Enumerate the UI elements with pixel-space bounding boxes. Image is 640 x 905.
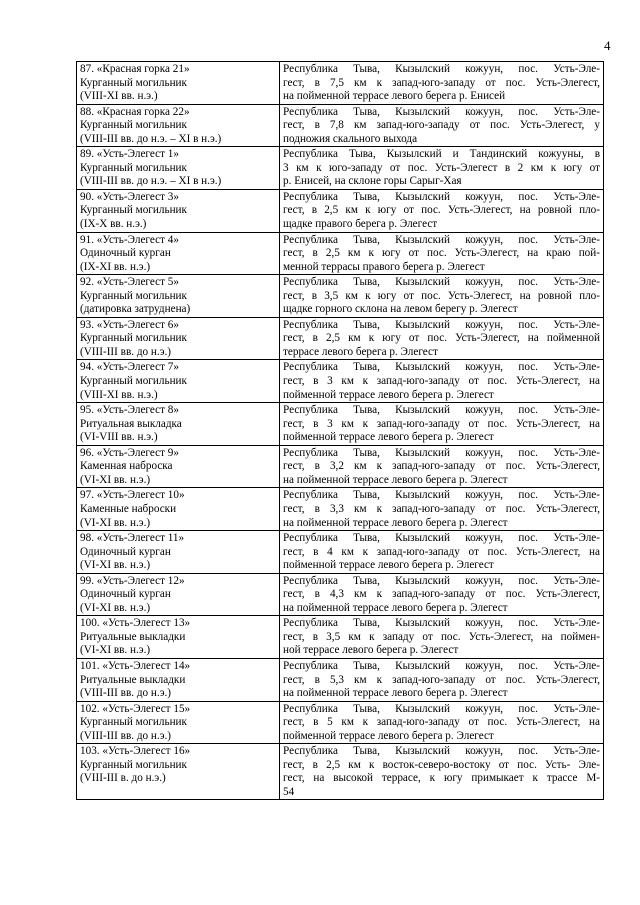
site-location-line: на пойменной террасе левого берега р. Элегест	[283, 516, 508, 529]
site-location-line: Республика Тыва, Кызылский кожуун, пос. Усть-Эле-	[283, 617, 600, 630]
table-row	[77, 531, 604, 574]
site-location-cell	[280, 317, 604, 360]
table-row	[77, 62, 604, 105]
table-row	[77, 701, 604, 744]
site-location-line: ной террасе левого берега р. Элегест	[283, 644, 459, 657]
site-location-cell	[280, 189, 604, 232]
site-name-line: 98. «Усть-Элегест 11»	[80, 532, 185, 545]
site-location-cell	[280, 658, 604, 701]
site-location-line: гест, в 3,2 км к запад-юго-западу от пос. Усть-Элегест,	[283, 460, 600, 473]
site-location-line: гест, в 4 км к запад-юго-западу от пос. Усть-Элегест, на	[283, 545, 600, 558]
site-location-cell	[280, 232, 604, 275]
site-name-cell	[77, 275, 280, 318]
site-name-cell	[77, 62, 280, 105]
site-name-line: Курганный могильник	[80, 161, 187, 174]
site-name-line: Курганный могильник	[80, 76, 187, 89]
site-name-cell	[77, 616, 280, 659]
table-row	[77, 488, 604, 531]
site-location-line: менной террасы правого берега р. Элегест	[283, 260, 485, 273]
site-location-line: гест, в 3,5 км к западу от пос. Усть-Элегест, на поймен-	[283, 630, 600, 643]
site-name-line: 100. «Усть-Элегест 13»	[80, 617, 191, 630]
site-name-cell	[77, 147, 280, 190]
site-name-line: Ритуальные выкладки	[80, 673, 186, 686]
site-location-line: Республика Тыва, Кызылский кожуун, пос. Усть-Эле-	[283, 702, 600, 715]
site-location-line: Республика Тыва, Кызылский кожуун, пос. Усть-Эле-	[283, 361, 600, 374]
site-location-line: гест, в 2,5 км к югу от пос. Усть-Элегест, на краю пой-	[283, 247, 600, 260]
site-name-cell	[77, 189, 280, 232]
site-location-line: пойменной террасе левого берега р. Элегест	[283, 431, 494, 444]
site-location-line: Республика Тыва, Кызылский кожуун, пос. Усть-Эле-	[283, 63, 600, 75]
site-name-line: 97. «Усть-Элегест 10»	[80, 489, 185, 502]
table-row	[77, 275, 604, 318]
site-name-line: 88. «Красная горка 22»	[80, 105, 190, 118]
site-name-line: Курганный могильник	[80, 289, 187, 302]
site-location-line: 3 км к юго-западу от пос. Усть-Элегест в 2 км к югу от	[283, 161, 600, 174]
site-name-line: 101. «Усть-Элегест 14»	[80, 659, 191, 672]
site-location-cell	[280, 275, 604, 318]
site-name-cell	[77, 531, 280, 574]
site-name-line: Курганный могильник	[80, 204, 187, 217]
site-location-line: гест, в 3,3 км к запад-юго-западу от пос. Усть-Элегест,	[283, 502, 600, 515]
site-location-line: гест, в 5,3 км к запад-юго-западу от пос. Усть-Элегест,	[283, 673, 600, 686]
site-name-line: Одиночный курган	[80, 247, 171, 260]
site-name-line: Курганный могильник	[80, 375, 187, 388]
site-location-line: гест, в 7,5 км к запад-юго-западу от пос. Усть-Элегест,	[283, 76, 600, 89]
site-location-line: 54	[283, 785, 295, 798]
site-name-line: 94. «Усть-Элегест 7»	[80, 361, 179, 374]
site-location-line: гест, в 3 км к запад-юго-западу от пос. Усть-Элегест, на	[283, 417, 600, 430]
site-name-line: (VI-XI вв. н.э.)	[80, 473, 151, 486]
site-name-line: 96. «Усть-Элегест 9»	[80, 446, 179, 459]
site-location-line: Республика Тыва, Кызылский кожуун, пос. Усть-Эле-	[283, 532, 600, 545]
site-location-line: на пойменной террасе левого берега р. Элегест	[283, 687, 508, 700]
site-name-line: (VIII-III в. до н.э.)	[80, 772, 166, 785]
table-row	[77, 147, 604, 190]
site-location-line: Республика Тыва, Кызылский кожуун, пос. Усть-Эле-	[283, 446, 600, 459]
site-name-cell	[77, 232, 280, 275]
site-name-cell	[77, 360, 280, 403]
site-location-cell	[280, 701, 604, 744]
site-name-line: (VI-XI вв. н.э.)	[80, 644, 151, 657]
table-row	[77, 189, 604, 232]
site-location-line: гест, в 7,8 км запад-юго-западу от пос. Усть-Элегест, у	[283, 119, 600, 132]
site-name-line: Курганный могильник	[80, 716, 187, 729]
table-row	[77, 403, 604, 446]
site-location-cell	[280, 744, 604, 800]
table-row	[77, 658, 604, 701]
site-name-line: Курганный могильник	[80, 758, 187, 771]
site-name-line: (VI-VIII вв. н.э.)	[80, 431, 158, 444]
site-name-line: (VIII-III вв. до н.э. – XI в н.э.)	[80, 175, 222, 188]
table-row	[77, 445, 604, 488]
table-row	[77, 744, 604, 800]
site-location-cell	[280, 445, 604, 488]
site-name-line: 90. «Усть-Элегест 3»	[80, 190, 179, 203]
registry-table-body	[77, 62, 604, 800]
site-name-cell	[77, 104, 280, 147]
site-name-line: Курганный могильник	[80, 332, 187, 345]
site-location-cell	[280, 573, 604, 616]
site-name-line: Каменная наброска	[80, 460, 173, 473]
site-name-line: 95. «Усть-Элегест 8»	[80, 404, 179, 417]
site-location-cell	[280, 147, 604, 190]
site-location-line: Республика Тыва, Кызылский кожуун, пос. Усть-Эле-	[283, 574, 600, 587]
site-name-line: Курганный могильник	[80, 119, 187, 132]
site-location-cell	[280, 531, 604, 574]
site-location-line: Республика Тыва, Кызылский кожуун, пос. Усть-Эле-	[283, 190, 600, 203]
site-name-line: 91. «Усть-Элегест 4»	[80, 233, 179, 246]
page-number: 4	[604, 38, 611, 53]
site-location-line: гест, на высокой террасе, к югу примыкает к трассе М-	[283, 772, 600, 785]
site-name-line: (VI-XI вв. н.э.)	[80, 516, 151, 529]
site-location-line: гест, в 2,5 км к югу от пос. Усть-Элегест, на ровной пло-	[283, 204, 600, 217]
site-location-line: гест, в 2,5 км к восток-северо-востоку от пос. Усть- Эле-	[283, 758, 600, 771]
site-location-line: гест, в 5 км к запад-юго-западу от пос. Усть-Элегест, на	[283, 716, 600, 729]
site-name-cell	[77, 573, 280, 616]
table-row	[77, 573, 604, 616]
table-row	[77, 232, 604, 275]
site-location-line: Республика Тыва, Кызылский кожуун, пос. Усть-Эле-	[283, 105, 600, 118]
site-location-cell	[280, 104, 604, 147]
site-location-cell	[280, 616, 604, 659]
site-name-line: (VIII-III вв. до н.э. – XI в н.э.)	[80, 132, 222, 145]
site-name-line: 87. «Красная горка 21»	[80, 63, 190, 75]
site-location-line: пойменной террасе левого берега р. Элегест	[283, 559, 494, 572]
site-location-line: на пойменной террасе левого берега р. Элегест	[283, 473, 508, 486]
table-row	[77, 616, 604, 659]
site-name-line: Ритуальные выкладки	[80, 630, 186, 643]
site-location-line: на пойменной террасе левого берега р. Элегест	[283, 601, 508, 614]
site-name-line: 92. «Усть-Элегест 5»	[80, 276, 179, 289]
site-location-line: Республика Тыва, Кызылский кожуун, пос. Усть-Эле-	[283, 233, 600, 246]
site-location-cell	[280, 62, 604, 105]
site-location-line: пойменной террасе левого берега р. Элегест	[283, 388, 494, 401]
site-location-line: гест, в 2,5 км к югу от пос. Усть-Элегест, на пойменной	[283, 332, 600, 345]
site-name-line: 93. «Усть-Элегест 6»	[80, 318, 179, 331]
site-location-line: щадке правого берега р. Элегест	[283, 218, 438, 231]
site-name-cell	[77, 445, 280, 488]
site-name-line: Ритуальная выкладка	[80, 417, 182, 430]
site-name-cell	[77, 403, 280, 446]
site-location-line: Республика Тыва, Кызылский кожуун, пос. Усть-Эле-	[283, 276, 600, 289]
site-name-line: (VIII-III вв. до н.э.)	[80, 687, 172, 700]
site-location-line: Республика Тыва, Кызылский кожуун, пос. Усть-Эле-	[283, 404, 600, 417]
site-name-line: Одиночный курган	[80, 545, 171, 558]
site-name-cell	[77, 658, 280, 701]
site-name-line: 99. «Усть-Элегест 12»	[80, 574, 185, 587]
site-location-line: Республика Тыва, Кызылский кожуун, пос. Усть-Эле-	[283, 489, 600, 502]
site-name-cell	[77, 701, 280, 744]
site-location-line: Республика Тыва, Кызылский кожуун, пос. Усть-Эле-	[283, 745, 600, 758]
site-location-line: пойменной террасе левого берега р. Элегест	[283, 729, 494, 742]
site-name-line: (VIII-XI вв. н.э.)	[80, 388, 158, 401]
site-name-line: 103. «Усть-Элегест 16»	[80, 745, 191, 758]
site-name-cell	[77, 317, 280, 360]
site-name-cell	[77, 488, 280, 531]
site-location-line: подножия скального выхода	[283, 132, 418, 145]
site-location-line: щадке горного склона на левом берегу р. Элегест	[283, 303, 518, 316]
site-name-line: (VI-XI вв. н.э.)	[80, 601, 151, 614]
site-location-line: Республика Тыва, Кызылский кожуун, пос. Усть-Эле-	[283, 318, 600, 331]
site-name-line: (VIII-XI вв. н.э.)	[80, 90, 158, 103]
heritage-registry-table	[76, 61, 604, 800]
site-name-line: 102. «Усть-Элегест 15»	[80, 702, 191, 715]
site-name-line: (VIII-III вв. до н.э.)	[80, 729, 172, 742]
table-row	[77, 317, 604, 360]
site-name-line: (VI-XI вв. н.э.)	[80, 559, 151, 572]
site-location-line: на пойменной террасе левого берега р. Енисей	[283, 90, 506, 103]
site-location-cell	[280, 488, 604, 531]
table-row	[77, 104, 604, 147]
site-name-line: 89. «Усть-Элегест 1»	[80, 148, 179, 161]
site-location-line: гест, в 3 км к запад-юго-западу от пос. Усть-Элегест, на	[283, 375, 600, 388]
table-row	[77, 360, 604, 403]
site-name-line: (VIII-III вв. до н.э.)	[80, 345, 172, 358]
site-location-line: Республика Тыва, Кызылский кожуун, пос. Усть-Эле-	[283, 659, 600, 672]
site-location-line: р. Енисей, на склоне горы Сарыг-Хая	[283, 175, 462, 188]
site-name-cell	[77, 744, 280, 800]
site-location-cell	[280, 360, 604, 403]
site-location-line: гест, в 4,3 км к запад-юго-западу от пос. Усть-Элегест,	[283, 588, 600, 601]
site-name-line: Каменные наброски	[80, 502, 177, 515]
site-name-line: (IX-X вв. н.э.)	[80, 218, 147, 231]
site-name-line: Одиночный курган	[80, 588, 171, 601]
site-name-line: (IX-XI вв. н.э.)	[80, 260, 151, 273]
site-location-line: террасе левого берега р. Элегест	[283, 345, 438, 358]
site-location-cell	[280, 403, 604, 446]
site-location-line: гест, в 3,5 км к югу от пос. Усть-Элегест, на ровной пло-	[283, 289, 600, 302]
site-location-line: Республика Тыва, Кызылский и Тандинский кожууны, в	[283, 148, 600, 161]
site-name-line: (датировка затруднена)	[80, 303, 191, 316]
